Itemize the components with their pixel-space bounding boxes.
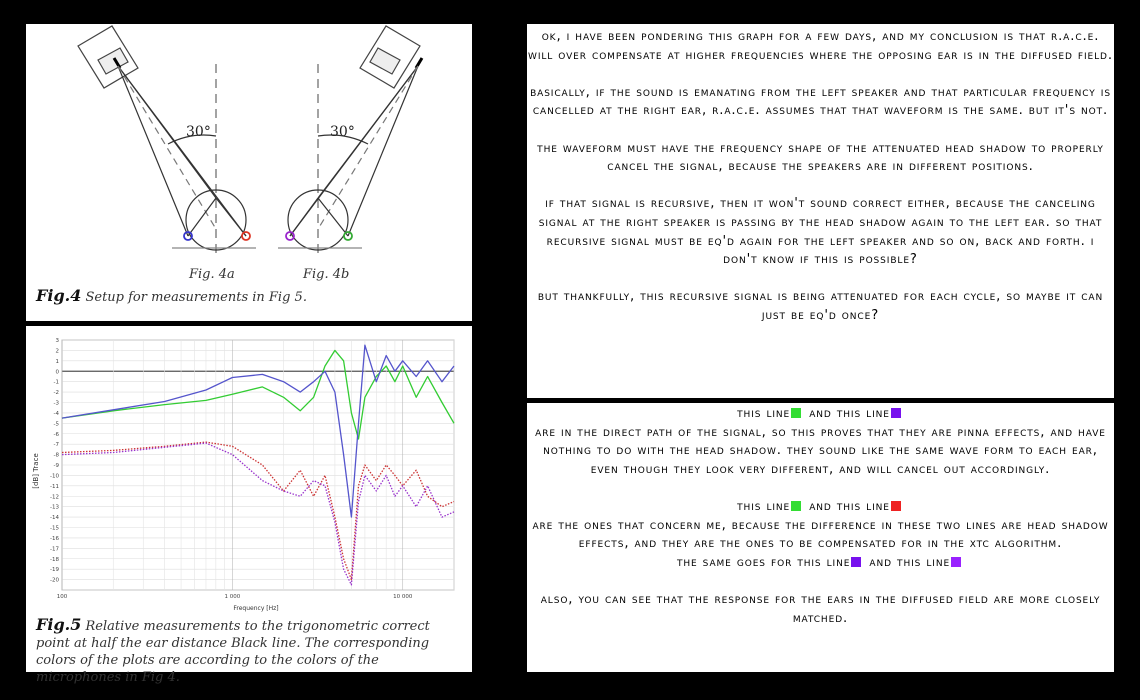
note-paragraph-5: but thankfully, this recursive signal is being attenuated for each cycle, so maybe it can just be eq'd once?	[537, 289, 1104, 323]
y-tick-label: -12	[50, 494, 59, 501]
y-tick-label: -14	[50, 515, 59, 522]
green-swatch-icon	[791, 408, 801, 418]
note-paragraph-3: the waveform must have the frequency shape of the attenuated head shadow to properly cancel the signal, because the speakers are in different positions.	[537, 140, 1104, 175]
fig5-chart	[26, 326, 472, 616]
line-ref-text: and this line	[804, 498, 890, 514]
note-paragraph-4: if that signal is recursive, then it won't sound correct either, because the canceling signal at the right speaker is passing by the head shadow again to the left ear. so that recursive signal must be eq'd again for the left speaker and so on, back and forth. i don't know if this is possible?	[538, 196, 1103, 268]
y-tick-label: 3	[55, 338, 59, 344]
note-block-2	[527, 498, 1114, 572]
fig4-diagram	[26, 24, 472, 284]
notes-top-panel	[527, 24, 1114, 398]
y-tick-label: -17	[50, 546, 59, 553]
angle-label-left: 30°	[186, 124, 211, 140]
y-tick-label: -20	[50, 577, 59, 584]
notes-bottom-panel	[527, 403, 1114, 672]
y-tick-label: -5	[53, 421, 59, 428]
red-swatch-icon	[891, 501, 901, 511]
y-tick-label: -8	[53, 452, 59, 459]
y-tick-label: -15	[50, 525, 59, 532]
notes-bottom	[527, 405, 1114, 628]
y-tick-label: 1	[55, 358, 59, 365]
y-tick-label: -19	[50, 567, 59, 574]
x-tick-label: 1 000	[224, 594, 241, 600]
fig5-caption-text: Relative measurements to the trigonometric correct point at half the ear distance Black line. The corresponding colors of the plots are according to the colors of the microphones in Fig 4.	[36, 619, 430, 685]
fig4a-label: Fig. 4a	[189, 267, 235, 282]
note-block-3: also, you can see that the response for the ears in the diffused field are more closely matched.	[540, 591, 1101, 626]
fig4-caption	[36, 286, 307, 305]
y-tick-label: -4	[53, 410, 59, 417]
note-block-2-text: are the ones that concern me, because the difference in these two lines are head shadow effects, and they are the ones to be compensated for in the xtc algorithm.	[532, 517, 1109, 552]
line-ref-text: the same goes for this line	[676, 554, 851, 570]
fig4a-setup	[78, 26, 256, 256]
fig4-panel	[26, 24, 472, 321]
line-ref-text: and this line	[864, 554, 951, 570]
line-ref-text: and this line	[804, 406, 890, 421]
fig4b-label: Fig. 4b	[303, 267, 350, 282]
y-tick-label: 0	[55, 369, 59, 376]
fig4-caption-text: Setup for measurements in Fig 5.	[85, 290, 307, 305]
angle-label-right: 30°	[330, 124, 355, 140]
x-tick-label: 100	[56, 594, 68, 600]
y-tick-label: -7	[53, 442, 59, 449]
y-tick-label: -2	[53, 390, 59, 397]
blue-purple-swatch-icon	[891, 408, 901, 418]
y-tick-label: -3	[53, 400, 59, 407]
notes-top	[527, 28, 1114, 326]
x-tick-label: 10 000	[393, 594, 413, 600]
note-block-1	[527, 405, 1114, 479]
y-tick-label: -11	[50, 483, 59, 490]
y-tick-label: -1	[53, 379, 59, 386]
fig5-panel	[26, 326, 472, 685]
line-ref-text: this line	[737, 406, 791, 421]
fig4-title: Fig.4	[36, 286, 82, 305]
y-tick-label: -18	[50, 556, 59, 563]
chart-grid	[62, 340, 454, 590]
fig5-title: Fig.5	[36, 615, 82, 634]
violet-swatch-icon	[951, 557, 961, 567]
fig5-caption	[36, 616, 466, 686]
y-tick-label: -9	[53, 463, 59, 469]
y-tick-label: -13	[50, 504, 59, 511]
chart-xlabel: Frequency [Hz]	[233, 605, 279, 612]
blue-purple-swatch-icon	[851, 557, 861, 567]
green-swatch-icon	[791, 501, 801, 511]
note-paragraph-1: ok, i have been pondering this graph for a few days, and my conclusion is that r.a.c.e. will over compensate at higher frequencies where the opposing ear is in the diffused field.	[528, 29, 1113, 63]
note-paragraph-2: basically, if the sound is emanating from the left speaker and that particular frequency is cancelled at the right ear, r.a.c.e. assumes that that waveform is the same. but it's not.	[530, 84, 1111, 119]
y-tick-label: -10	[50, 473, 59, 480]
fig4b-setup	[278, 26, 422, 256]
note-block-1-text: are in the direct path of the signal, so this proves that they are pinna effects, and have nothing to do with the head shadow. they sound like the same wave form to each ear, even though they look very different, and will cancel out accordingly.	[535, 424, 1106, 477]
line-ref-text: this line	[737, 498, 791, 514]
chart-ylabel: [dB] Trace	[32, 453, 40, 489]
y-tick-label: 2	[55, 348, 59, 355]
y-tick-label: -16	[50, 535, 59, 542]
y-tick-label: -6	[53, 431, 59, 438]
